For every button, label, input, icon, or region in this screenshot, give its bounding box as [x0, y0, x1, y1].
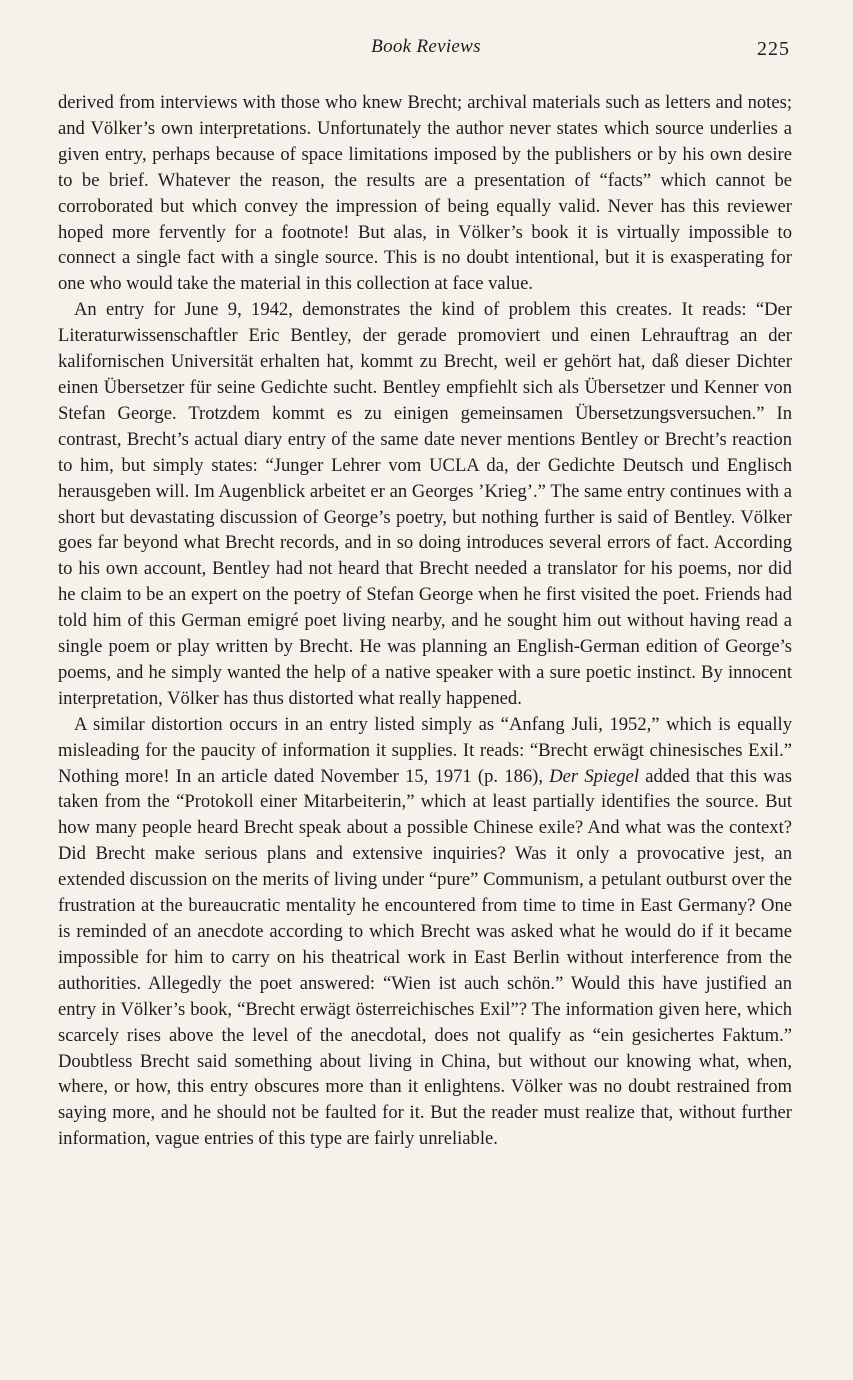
review-body [58, 90, 792, 1152]
journal-title-italic: Der Spiegel [549, 765, 640, 787]
paragraph-text-part: A similar distortion occurs in an entry listed simply as “Anfang Juli, 1952,” which is equally misleading for the paucity of information it supplies. It reads: “Brecht erwägt chinesisches Exil.” Nothing more! In an article dated November 15, 1971 (p. 186), [58, 713, 792, 787]
paragraph-text-part: added that this was taken from the “Protokoll einer Mitarbeiterin,” which at least partially identifies the source. But how many people heard Brecht speak about a possible Chinese exile? And what was the context? Did Brecht make serious plans and extensive inquiries? Was it only a provocative jest, an extended discussion on the merits of living under “pure” Communism, a petulant outburst over the frustration at the bureaucratic mentality he encountered from time to time in East Germany? One is reminded of an anecdote according to which Brecht was asked what he would do if it became impossible for him to carry on his theatrical work in East Berlin without interference from the authorities. Allegedly the poet answered: “Wien ist auch schön.” Would this have justified an entry in Völker’s book, “Brecht erwägt österreichisches Exil”? The information given here, which scarcely rises above the level of the anecdotal, does not qualify as “ein gesichertes Faktum.” Doubtless Brecht said something about living in China, but without our knowing what, when, where, or how, this entry obscures more than it enlightens. Völker was no doubt restrained from saying more, and he should not be faulted for it. But the reader must realize that, without further information, vague entries of this type are fairly unreliable. [58, 765, 792, 1150]
page-number: 225 [757, 38, 790, 60]
paragraph-continuation: derived from interviews with those who knew Brecht; archival materials such as letters and notes; and Völker’s own interpretations. Unfortunately the author never states which source underlies a given entry, perhaps because of space limitations imposed by the publishers or by his own desire to be brief. Whatever the reason, the results are a presentation of “facts” which cannot be corroborated but which convey the impression of being equally valid. Never has this reviewer hoped more fervently for a footnote! But alas, in Völker’s book it is virtually impossible to connect a single fact with a single source. This is no doubt intentional, but it is exasperating for one who would take the material in this collection at face value. [58, 92, 792, 295]
running-head [58, 34, 794, 66]
paragraph-chinese-exile-entry [58, 712, 792, 1152]
paragraph-bentley-entry: An entry for June 9, 1942, demonstrates the kind of problem this creates. It reads: “Der Literaturwissenschaftler Eric Bentley, der gerade promoviert und einen Lehrauftrag an der kalifornischen Universität erhalten hat, kommt zu Brecht, weil er gehört hat, daß dieser Dichter einen Übersetzer für seine Gedichte sucht. Bentley empfiehlt sich als Übersetzer und Kenner von Stefan George. Trotzdem kommt es zu einigen gemeinsamen Übersetzungsversuchen.” In contrast, Brecht’s actual diary entry of the same date never mentions Bentley or Brecht’s reaction to him, but simply states: “Junger Lehrer vom UCLA da, der Gedichte Deutsch und Englisch herausgeben will. Im Augenblick arbeitet er an Georges ’Krieg’.” The same entry continues with a short but devastating discussion of George’s poetry, but nothing further is said of Bentley. Völker goes far beyond what Brecht records, and in so doing introduces several errors of fact. According to his own account, Bentley had not heard that Brecht needed a translator for his poems, nor did he claim to be an expert on the poetry of Stefan George when he first visited the poet. Friends had told him of this German emigré poet living nearby, and he sought him out without having read a single poem or play written by Brecht. He was planning an English-German edition of George’s poems, and he simply wanted the help of a native speaker with a sure poetic instinct. By innocent interpretation, Völker has thus distorted what really happened. [58, 299, 792, 709]
running-head-title: Book Reviews [371, 36, 481, 57]
